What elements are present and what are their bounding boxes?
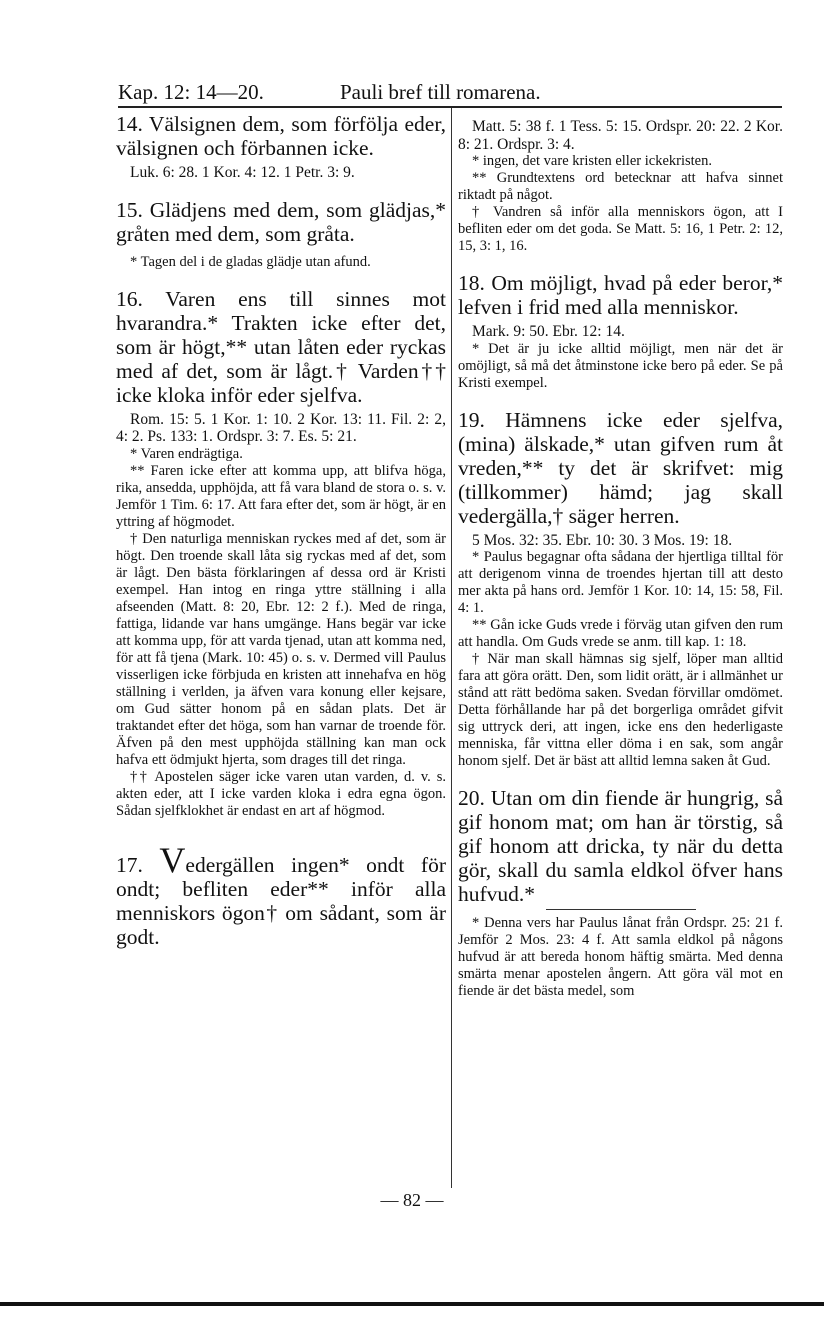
- verse-17-note-2: ** Grundtextens ord betecknar att hafva sinnet riktadt på något.: [458, 170, 783, 203]
- verse-17-number: 17.: [116, 852, 143, 877]
- book-title: Pauli bref till romarena.: [340, 80, 541, 104]
- verse-15-note: * Tagen del i de gladas glädje utan afund.: [130, 253, 371, 270]
- verse-16-references: Rom. 15: 5. 1 Kor. 1: 10. 2 Kor. 13: 11. Fil. 2: 2, 4: 2. Ps. 133: 1. Ordspr. 3: 7. Es. 5: 21.: [116, 410, 446, 445]
- verse-14: 14. Välsignen dem, som förfölja eder, välsignen och förbannen icke.: [116, 112, 446, 160]
- verse-17-initial: V: [159, 839, 186, 880]
- scan-edge-bar: [0, 1302, 824, 1306]
- verse-19-references: 5 Mos. 32: 35. Ebr. 10: 30. 3 Mos. 19: 18.: [472, 531, 733, 549]
- note-rule: [546, 909, 696, 910]
- left-column: [116, 112, 446, 949]
- chapter-range: Kap. 12: 14—20.: [118, 80, 264, 104]
- verse-16: 16. Varen ens till sinnes mot hvarandra.* Trakten icke efter det, som är högt,** utan låten eder ryckas med af det, som är lågt.† Varden†† icke kloka inför eder sjelfva.: [116, 286, 446, 407]
- verse-18: 18. Om möjligt, hvad på eder beror,* lefven i frid med alla menniskor.: [458, 271, 783, 319]
- page-number: — 82 —: [380, 1190, 444, 1210]
- verse-20: 20. Utan om din fiende är hungrig, så gif honom mat; om han är törstig, så gif honom att dricka, ty när du detta gör, skall du samla eldkol öfver hans hufvud.*: [458, 786, 783, 906]
- verse-16-note-4: †† Apostelen säger icke varen utan varden, d. v. s. akten eder, att I icke varden kloka i edra egna ögon. Sådan sjelfklokhet är endast en art af högmod.: [116, 768, 446, 819]
- verse-17-note-1: * ingen, det vare kristen eller ickekristen.: [472, 153, 712, 169]
- verse-18-note: * Det är ju icke alltid möjligt, men när det är omöjligt, så må det åtminstone icke bero på eder. Se på Kristi exempel.: [458, 340, 783, 391]
- verse-19-note-3: † När man skall hämnas sig sjelf, löper man alltid fara att göra orätt. Den, som lidit orätt, är i allmänhet ur stånd att rätt bedöma saken. Svedan förvillar omdömet. Detta förhållande har på det borgerliga området gifvit sig uttryck deri, att ingen, icke ens den hederligaste menniska, får vittna eller döma i en sak, som angår honom sjelf. Det är bäst att alltid lemna saken åt Gud.: [458, 651, 783, 769]
- verse-14-references: Luk. 6: 28. 1 Kor. 4: 12. 1 Petr. 3: 9.: [130, 164, 355, 181]
- column-divider: [451, 108, 452, 1188]
- running-header: [118, 80, 782, 104]
- header-rule: [118, 106, 782, 108]
- right-column: [458, 112, 783, 1000]
- verse-16-note-2: ** Faren icke efter att komma upp, att blifva höga, rika, ansedda, upphöjda, att få vara bland de stora o. s. v. Jemför 1 Tim. 6: 17. Att fara efter det, som är högt, är en yttring af högmodet.: [116, 462, 446, 530]
- verse-16-note-1: * Varen endrägtiga.: [130, 445, 243, 462]
- verse-17: [116, 839, 446, 949]
- verse-19-note-2: ** Gån icke Guds vrede i förväg utan gifven den rum att handla. Om Guds vrede se anm. till kap. 1: 18.: [458, 617, 783, 650]
- verse-17-references: Matt. 5: 38 f. 1 Tess. 5: 15. Ordspr. 20: 22. 2 Kor. 8: 21. Ordspr. 3: 4.: [458, 118, 783, 153]
- verse-17-note-3: † Vandren så inför alla menniskors ögon, att I befliten eder om det goda. Se Matt. 5: 16, 1 Petr. 2: 12, 15, 3: 1, 16.: [458, 204, 783, 254]
- verse-17-text: edergällen ingen* ondt för ondt; befliten eder** inför alla menniskors ögon† om sådant, som är godt.: [116, 852, 446, 949]
- verse-15: 15. Glädjens med dem, som glädjas,* gråten med dem, som gråta.: [116, 197, 446, 246]
- verse-20-note: * Denna vers har Paulus lånat från Ordspr. 25: 21 f. Jemför 2 Mos. 23: 4 f. Att samla eldkol på någons hufvud är att bereda honom häftig smärta. Med denna smärta menar apostelen ångern. Att göra väl mot en fiende är det bästa medel, som: [458, 915, 783, 999]
- verse-19: 19. Hämnens icke eder sjelfva, (mina) älskade,* utan gifven rum åt vreden,** ty det är skrifvet: mig (tillkommer) hämd; jag skall vedergälla,† säger herren.: [458, 407, 783, 528]
- verse-19-note-1: * Paulus begagnar ofta sådana der hjertliga tilltal för att derigenom vinna de troendes hjertan till att desto mer akta på hans ord. Jemför 1 Kor. 10: 14, 15: 58, Fil. 4: 1.: [458, 549, 783, 616]
- verse-18-references: Mark. 9: 50. Ebr. 12: 14.: [472, 323, 625, 340]
- verse-16-note-3: † Den naturliga menniskan ryckes med af det, som är högt. Den troende skall låta sig ryckas med af det, som är lågt. Den bästa förklaringen af dessa ord är Kristi exempel. Han intog en ringa yttre ställning i alla afseenden (Matt. 8: 20, Ebr. 12: 2 f.). Med de ringa, fattiga, lidande var hans umgänge. Hans begär var icke att komma upp, för att varda tjenad, utan att komma ned, för att få tjena (Mark. 10: 45) o. s. v. Dermed vill Paulus visserligen icke förbjuda en kristen att innehafva en hög ställning i verlden, ja äfven vara konung eller kejsare, om Gud sätter honom på en sådan plats. Det är traktandet efter det höga, som han varnar de troende för. Äfven på den mest upphöjda ställning kan man ock hafva ett ödmjukt hjerta, som drages till det ringa.: [116, 530, 446, 768]
